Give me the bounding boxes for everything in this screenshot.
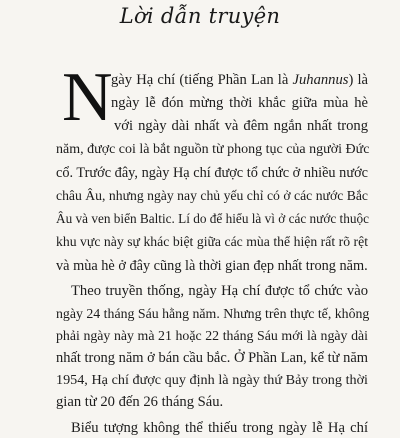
- paragraph1-line5: cổ. Trước đây, ngày Hạ chí được tổ chức ở nhiều nước: [56, 164, 368, 181]
- chapter-heading: Lời dẫn truyện: [119, 4, 281, 28]
- paragraph2-line1: Theo truyền thống, ngày Hạ chí được tổ chức vào: [71, 283, 368, 300]
- paragraph1-line9: và mùa hè ở đây cũng là thời gian đẹp nhất trong năm.: [56, 257, 368, 274]
- paragraph1-line2: ngày lễ đón mừng thời khắc giữa mùa hè: [111, 95, 368, 112]
- p1-line1-italic: Juhannus: [292, 72, 349, 88]
- paragraph1-line4: năm, được coi là bắt nguồn từ phong tục của người Đức: [56, 141, 370, 157]
- paragraph1-line6: châu Âu, nhưng ngày nay chủ yếu chỉ có ở các nước Bắc: [56, 188, 368, 203]
- p1-line1-text: gày Hạ chí (tiếng Phần Lan là: [111, 72, 293, 88]
- paragraph1-line1: [111, 70, 368, 90]
- paragraph1-line3: với ngày dài nhất và đêm ngắn nhất trong: [114, 118, 368, 135]
- paragraph1-line8: khu vực này sự khác biệt giữa các mùa thể hiện rất rõ rệt: [56, 234, 368, 250]
- p1-line1-end: ) là: [348, 72, 369, 88]
- paragraph2-line4: nhất trong năm ở bán cầu bắc. Ở Phần Lan, kể từ năm: [56, 349, 368, 366]
- paragraph2-line3: phải ngày này mà 21 hoặc 22 tháng Sáu mới là ngày dài: [56, 327, 368, 343]
- paragraph3-line1: Biểu tượng không thể thiếu trong ngày lễ Hạ chí: [71, 419, 368, 436]
- paragraph1-line7: Âu và ven biển Baltic. Lí do để hiểu là vì ở các nước thuộc: [56, 211, 369, 227]
- drop-cap: N: [62, 59, 113, 136]
- paragraph2-line2: ngày 24 tháng Sáu hằng năm. Nhưng trên thực tế, không: [56, 305, 370, 321]
- paragraph2-line5: 1954, Hạ chí được quy định là ngày thứ Bảy trong thời: [56, 372, 368, 389]
- paragraph2-line6: gian từ 20 đến 26 tháng Sáu.: [56, 394, 224, 411]
